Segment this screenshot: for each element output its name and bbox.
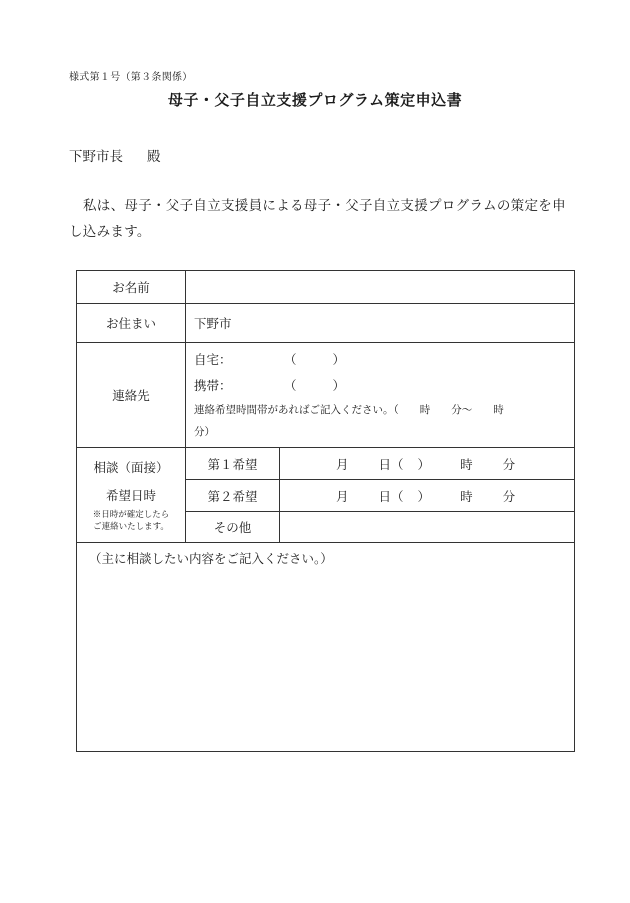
consult-label-line1: 相談（面接） xyxy=(93,460,169,475)
pref1-minute: 分 xyxy=(502,456,516,472)
preference-1-row xyxy=(77,448,575,480)
home-phone-line xyxy=(194,347,566,373)
consult-note-line2: ご連絡いたします。 xyxy=(93,522,169,532)
mobile-phone-paren-open: （ xyxy=(284,378,297,393)
mobile-phone-blank[interactable] xyxy=(297,373,333,399)
contact-field[interactable] xyxy=(186,343,575,448)
home-phone-blank[interactable] xyxy=(297,347,333,373)
pref2-hour: 時 xyxy=(460,488,473,504)
preference-1-label: 第１希望 xyxy=(186,448,280,480)
address-label: お住まい xyxy=(77,304,186,343)
pref1-paren-close: ） xyxy=(417,456,431,472)
contact-hours-note: 連絡希望時間帯があればご記入ください。（ 時 分～ 時 xyxy=(194,404,504,416)
preference-2-label: 第２希望 xyxy=(186,480,280,512)
home-phone-paren-close: ） xyxy=(332,352,346,367)
consultation-details-field[interactable] xyxy=(77,543,575,752)
addressee xyxy=(69,145,161,165)
mobile-phone-label: 携帯： xyxy=(194,378,232,393)
mobile-phone-paren-close: ） xyxy=(332,378,346,393)
address-row xyxy=(77,304,575,343)
pref2-paren-close: ） xyxy=(417,488,431,504)
name-field[interactable] xyxy=(186,271,575,304)
pref1-paren-open: （ xyxy=(391,456,404,472)
contact-hours-note-cont: 分） xyxy=(194,426,215,438)
pref1-day: 日 xyxy=(378,456,392,472)
pref2-day: 日 xyxy=(378,488,392,504)
contact-row xyxy=(77,343,575,448)
details-row xyxy=(77,543,575,752)
pref1-month: 月 xyxy=(336,456,349,472)
pref2-month: 月 xyxy=(336,488,349,504)
preference-1-field[interactable] xyxy=(280,448,575,480)
addressee-honorific: 殿 xyxy=(147,149,161,165)
details-prompt: （主に相談したい内容をご記入ください。） xyxy=(89,551,333,566)
addressee-name: 下野市長 xyxy=(69,149,123,165)
home-phone-label: 自宅： xyxy=(194,352,232,367)
pref2-minute: 分 xyxy=(502,488,516,504)
address-field[interactable]: 下野市 xyxy=(186,304,575,343)
document-title: 母子・父子自立支援プログラム策定申込書 xyxy=(167,91,463,109)
preference-2-field[interactable] xyxy=(280,480,575,512)
application-form-table xyxy=(76,270,575,752)
other-label: その他 xyxy=(186,512,280,543)
application-statement: 私は、母子・父子自立支援員による母子・父子自立支援プログラムの策定を申し込みます。 xyxy=(69,198,566,240)
other-field[interactable] xyxy=(280,512,575,543)
consult-note xyxy=(77,509,185,533)
consult-note-line1: ※日時が確定したら xyxy=(92,510,170,520)
consult-label-cell xyxy=(77,448,186,543)
form-number: 様式第１号（第３条関係） xyxy=(69,72,193,83)
mobile-phone-line xyxy=(194,373,566,399)
contact-label: 連絡先 xyxy=(77,343,186,448)
consult-label-line2: 希望日時 xyxy=(105,488,156,503)
name-label: お名前 xyxy=(77,271,186,304)
name-row xyxy=(77,271,575,304)
home-phone-paren-open: （ xyxy=(284,352,297,367)
pref2-paren-open: （ xyxy=(391,488,404,504)
pref1-hour: 時 xyxy=(460,456,473,472)
